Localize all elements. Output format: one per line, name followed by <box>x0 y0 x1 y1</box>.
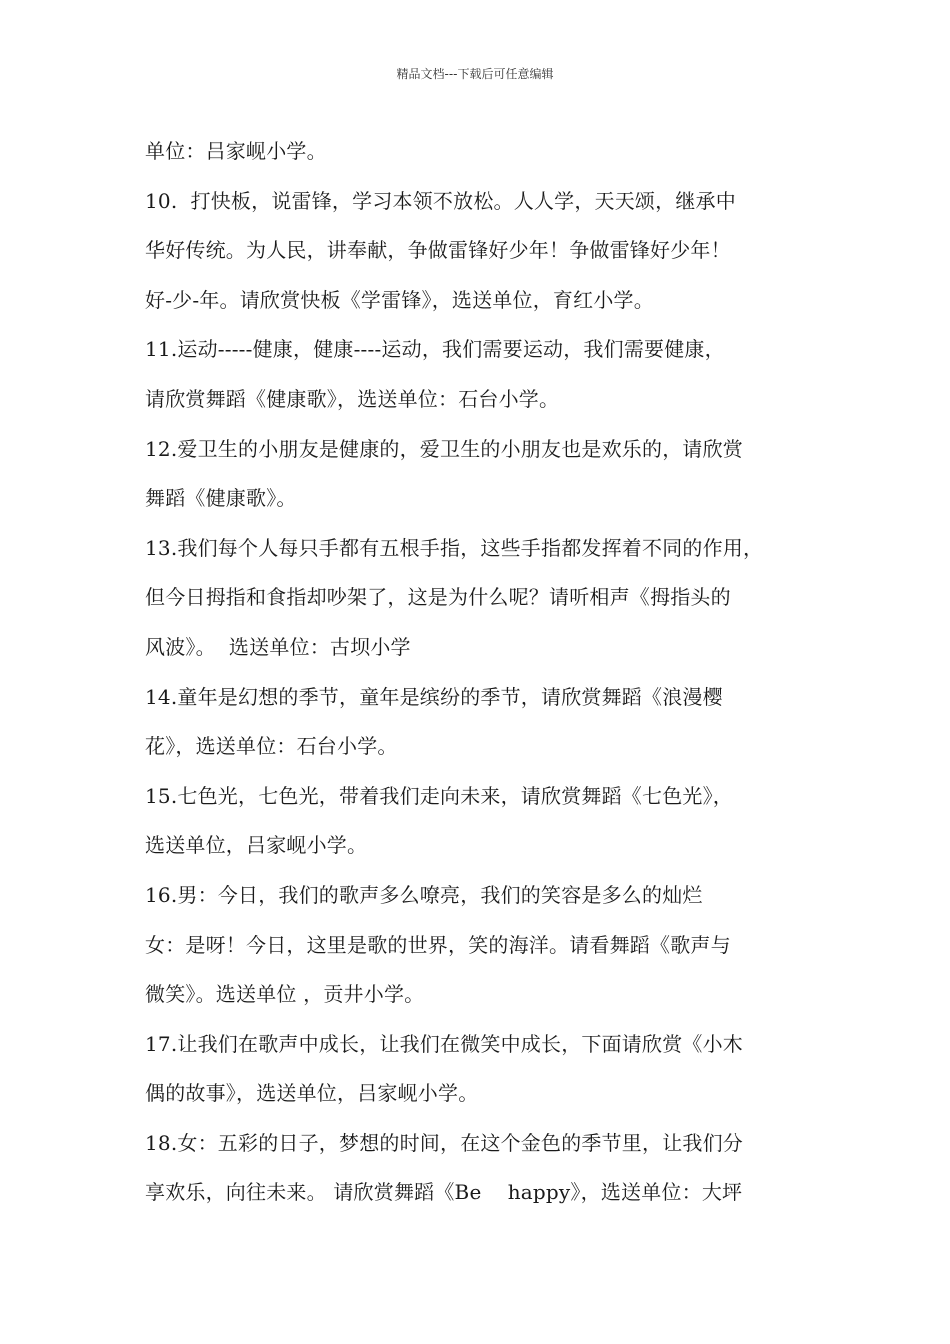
text-line: 但今日拇指和食指却吵架了，这是为什么呢？请听相声《拇指头的 <box>145 585 731 610</box>
text-line: 11.运动-----健康，健康----运动，我们需要运动，我们需要健康， <box>145 337 725 362</box>
text-line: 偶的故事》，选送单位，吕家岘小学。 <box>145 1081 479 1106</box>
text-line: 18.女：五彩的日子，梦想的时间，在这个金色的季节里，让我们分 <box>145 1130 744 1155</box>
text-line: 16.男：今日，我们的歌声多么嘹亮，我们的笑容是多么的灿烂 <box>145 882 703 907</box>
text-line: 享欢乐，向往未来。 请欣赏舞蹈《Be happy》，选送单位：大坪 <box>145 1180 743 1205</box>
text-line: 风波》。 选送单位：古坝小学 <box>145 634 411 659</box>
text-line: 微笑》。选送单位 ，贡井小学。 <box>145 982 425 1007</box>
text-line: 舞蹈《健康歌》。 <box>145 486 297 511</box>
text-line: 17.让我们在歌声中成长，让我们在微笑中成长，下面请欣赏《小木 <box>145 1031 744 1056</box>
text-line: 华好传统。为人民，讲奉献，争做雷锋好少年！争做雷锋好少年！ <box>145 238 731 263</box>
text-line: 好-少-年。请欣赏快板《学雷锋》，选送单位，育红小学。 <box>145 287 654 312</box>
text-line: 14.童年是幻想的季节，童年是缤纷的季节，请欣赏舞蹈《浪漫樱 <box>145 684 723 709</box>
text-line: 10. 打快板，说雷锋，学习本领不放松。人人学，天天颂，继承中 <box>145 188 736 213</box>
text-line: 12.爱卫生的小朋友是健康的，爱卫生的小朋友也是欢乐的，请欣赏 <box>145 436 744 461</box>
text-line: 15.七色光，七色光，带着我们走向未来，请欣赏舞蹈《七色光》， <box>145 783 734 808</box>
document-body <box>145 136 825 1227</box>
page-header: 精品文档---下载后可任意编辑 <box>396 67 554 81</box>
text-line: 请欣赏舞蹈《健康歌》，选送单位：石台小学。 <box>145 386 560 411</box>
text-line: 选送单位，吕家岘小学。 <box>145 833 368 858</box>
text-line: 13.我们每个人每只手都有五根手指，这些手指都发挥着不同的作用， <box>145 535 764 560</box>
text-line: 单位：吕家岘小学。 <box>145 139 327 163</box>
text-line: 女：是呀！今日，这里是歌的世界，笑的海洋。请看舞蹈《歌声与 <box>145 932 731 957</box>
text-line: 花》，选送单位：石台小学。 <box>145 734 398 759</box>
